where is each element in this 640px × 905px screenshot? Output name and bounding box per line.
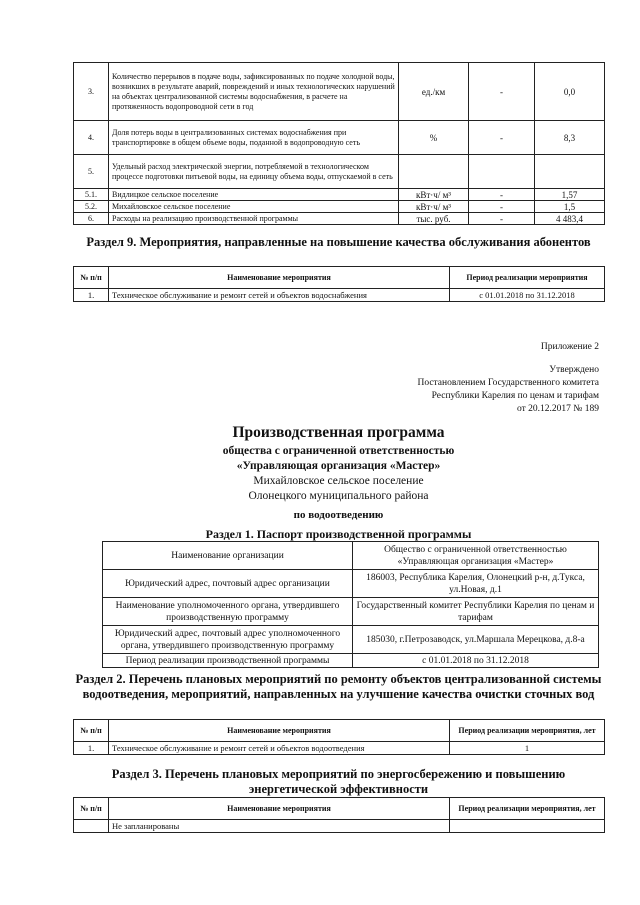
row-base: -: [469, 201, 535, 213]
table-header-row: [74, 267, 605, 289]
section1-title: Раздел 1. Паспорт производственной программы: [205, 527, 472, 541]
section9-table: [73, 266, 605, 302]
table-row: [74, 63, 605, 121]
row-num: 5.1.: [74, 189, 109, 201]
passport-label: Наименование уполномоченного органа, утвердившего производственную программу: [103, 598, 353, 626]
row-name: Техническое обслуживание и ремонт сетей и объектов водоотведения: [109, 742, 450, 755]
table-row: [74, 201, 605, 213]
table-row: [103, 542, 599, 570]
section9-title: Раздел 9. Мероприятия, направленные на повышение качества обслуживания абонентов: [86, 235, 591, 249]
row-value: 1,57: [535, 189, 605, 201]
row-value: 8,3: [535, 121, 605, 155]
row-base: -: [469, 189, 535, 201]
passport-label: Наименование организации: [103, 542, 353, 570]
col-period-header: Период реализации мероприятия, лет: [450, 720, 605, 742]
row-value: [535, 155, 605, 189]
col-name-header: Наименование мероприятия: [109, 267, 450, 289]
table-row: [103, 626, 599, 654]
row-unit: ед./км: [399, 63, 469, 121]
col-period-header: Период реализации мероприятия, лет: [450, 798, 605, 820]
row-base: -: [469, 213, 535, 225]
row-unit: тыс. руб.: [399, 213, 469, 225]
appendix-label: Приложение 2: [540, 342, 599, 352]
approved-label: Утверждено: [549, 365, 599, 375]
passport-value: Государственный комитет Республики Карелия по ценам и тарифам: [353, 598, 599, 626]
row-num: 4.: [74, 121, 109, 155]
row-base: -: [469, 121, 535, 155]
passport-value: 185030, г.Петрозаводск, ул.Маршала Мерецкова, д.8-а: [353, 626, 599, 654]
program-purpose: по водоотведению: [293, 509, 384, 521]
passport-table: [102, 541, 599, 668]
passport-value: 186003, Республика Карелия, Олонецкий р-н, д.Тукса, ул.Новая, д.1: [353, 570, 599, 598]
table-header-row: [74, 720, 605, 742]
approval-line-3: от 20.12.2017 № 189: [517, 404, 599, 414]
col-num-header: № п/п: [74, 267, 109, 289]
table-row: [74, 820, 605, 833]
row-value: 4 483,4: [535, 213, 605, 225]
row-value: 0,0: [535, 63, 605, 121]
program-org-line2: «Управляющая организация «Мастер»: [236, 460, 441, 472]
passport-value: Общество с ограниченной ответственностью «Управляющая организация «Мастер»: [353, 542, 599, 570]
row-num: 1.: [74, 289, 109, 302]
row-value: 1,5: [535, 201, 605, 213]
program-title: Производственная программа: [232, 424, 445, 441]
row-num: 5.2.: [74, 201, 109, 213]
row-unit: [399, 155, 469, 189]
section3-title: Раздел 3. Перечень плановых мероприятий по энергосбережению и повышению энергетической эффективности: [111, 767, 566, 796]
table-row: [74, 213, 605, 225]
row-base: [469, 155, 535, 189]
table-row: [74, 155, 605, 189]
passport-label: Юридический адрес, почтовый адрес организации: [103, 570, 353, 598]
indicators-table: [73, 62, 605, 225]
passport-value: с 01.01.2018 по 31.12.2018: [353, 654, 599, 668]
row-unit: кВт·ч/ м³: [399, 189, 469, 201]
section2-title: Раздел 2. Перечень плановых мероприятий по ремонту объектов централизованной системы водоотведения, мероприятий, направленных на улучшение качества очистки сточных вод: [75, 672, 602, 701]
approval-line-2: Республики Карелия по ценам и тарифам: [431, 391, 599, 401]
col-name-header: Наименование мероприятия: [109, 798, 450, 820]
program-settlement: Михайловское сельское поселение: [253, 475, 424, 487]
table-row: [74, 742, 605, 755]
row-name: Видлицкое сельское поселение: [109, 189, 399, 201]
row-name: Михайловское сельское поселение: [109, 201, 399, 213]
row-num: 5.: [74, 155, 109, 189]
row-num: 1.: [74, 742, 109, 755]
row-name: Расходы на реализацию производственной программы: [109, 213, 399, 225]
row-num: 3.: [74, 63, 109, 121]
row-name: Количество перерывов в подаче воды, зафиксированных по подаче холодной воды, возникших в результате аварий, повреждений и иных технологических нарушений на объектах централизованной системы водоснабжения, в расчете на протяженность водопроводной сети в год: [109, 63, 399, 121]
row-name: Не запланированы: [109, 820, 450, 833]
row-unit: кВт·ч/ м³: [399, 201, 469, 213]
section2-table: [73, 719, 605, 755]
table-row: [103, 654, 599, 668]
program-district: Олонецкого муниципального района: [248, 490, 429, 502]
table-row: [74, 289, 605, 302]
row-period: 1: [450, 742, 605, 755]
col-num-header: № п/п: [74, 798, 109, 820]
approval-block: [417, 364, 599, 416]
row-period: с 01.01.2018 по 31.12.2018: [450, 289, 605, 302]
program-org-line1: общества с ограниченной ответственностью: [222, 445, 455, 457]
col-name-header: Наименование мероприятия: [109, 720, 450, 742]
row-num: 6.: [74, 213, 109, 225]
approval-line-1: Постановлением Государственного комитета: [417, 378, 599, 388]
passport-label: Период реализации производственной программы: [103, 654, 353, 668]
row-period: [450, 820, 605, 833]
table-header-row: [74, 798, 605, 820]
col-period-header: Период реализации мероприятия: [450, 267, 605, 289]
passport-label: Юридический адрес, почтовый адрес уполномоченного органа, утвердившего производственную программу: [103, 626, 353, 654]
table-row: [103, 570, 599, 598]
table-row: [103, 598, 599, 626]
table-row: [74, 121, 605, 155]
section3-table: [73, 797, 605, 833]
table-row: [74, 189, 605, 201]
row-name: Доля потерь воды в централизованных системах водоснабжения при транспортировке в общем объеме воды, поданной в водопроводную сеть: [109, 121, 399, 155]
row-name: Техническое обслуживание и ремонт сетей и объектов водоснабжения: [109, 289, 450, 302]
row-base: -: [469, 63, 535, 121]
col-num-header: № п/п: [74, 720, 109, 742]
row-num: [74, 820, 109, 833]
row-unit: %: [399, 121, 469, 155]
row-name: Удельный расход электрической энергии, потребляемой в технологическом процессе подготовки питьевой воды, на единицу объема воды, отпускаемой в сеть: [109, 155, 399, 189]
